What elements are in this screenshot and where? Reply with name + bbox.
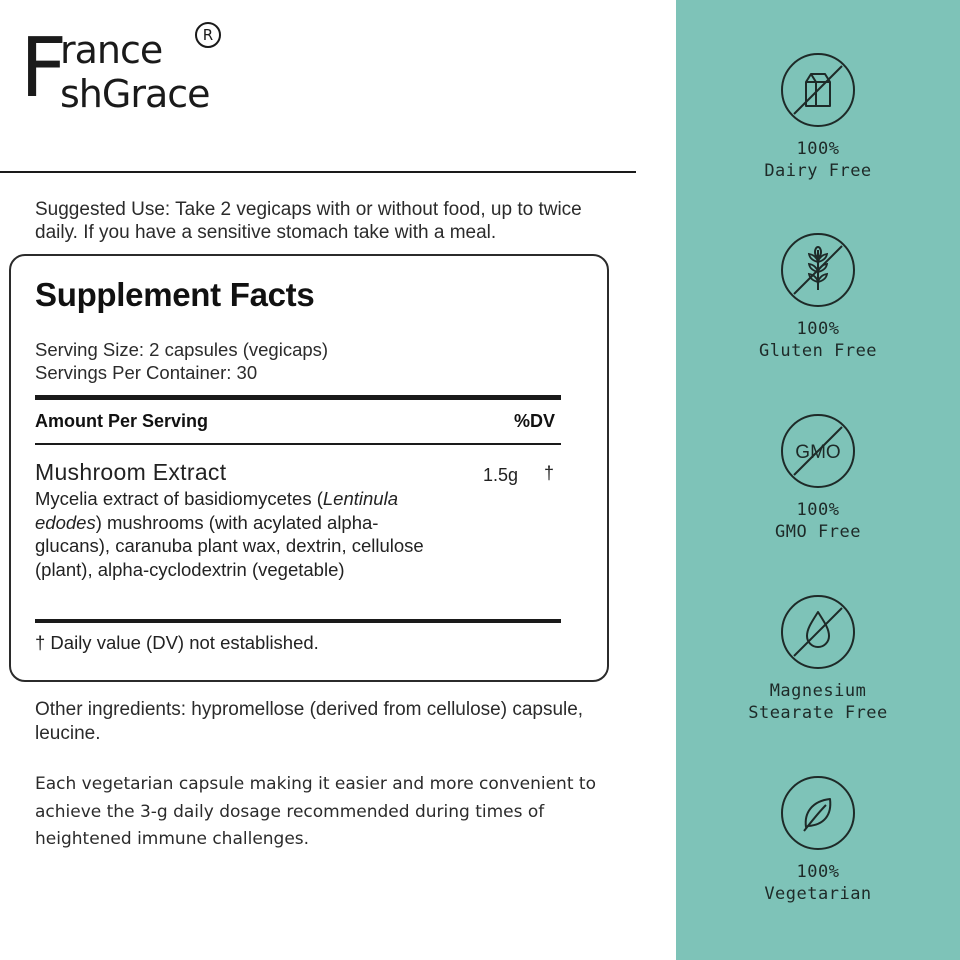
ingredient-amount: 1.5g	[483, 465, 519, 485]
brand-logo	[20, 21, 240, 116]
ingredient-name: Mushroom Extract	[35, 459, 227, 485]
serving-info	[35, 338, 328, 384]
magnesium-stearate-free-icon	[780, 594, 856, 670]
suggested-use: Suggested Use: Take 2 vegicaps with or without food, up to twice daily. If you have a sensitive stomach take with a meal.	[35, 199, 582, 243]
badge-line: Magnesium	[769, 681, 867, 701]
badge-line: GMO Free	[775, 522, 861, 542]
badge-gluten-free	[676, 232, 960, 362]
dv-header: %DV	[514, 411, 556, 431]
desc-part: Mycelia extract of basidiomycetes (	[35, 488, 323, 509]
facts-divider	[35, 443, 561, 445]
gmo-free-icon	[780, 413, 856, 489]
registered-mark-icon: R	[195, 22, 221, 48]
ingredient-description	[35, 487, 425, 581]
badge-line: 100%	[796, 319, 840, 339]
badge-line: 100%	[796, 139, 840, 159]
badge-line: Gluten Free	[758, 341, 878, 361]
serving-size: Serving Size: 2 capsules (vegicaps)	[35, 339, 329, 360]
badge-panel	[676, 0, 960, 960]
badge-gmo-free	[676, 413, 960, 543]
amount-per-serving-header: Amount Per Serving	[35, 411, 209, 431]
desc-part: ) mushrooms (with acylated alpha-glucans), caranuba plant wax, dextrin, cellulose (plant), alpha-cyclodextrin (vegetable)	[35, 511, 424, 580]
facts-title: Supplement Facts	[35, 276, 315, 313]
vegetarian-leaf-icon	[780, 775, 856, 851]
product-description: Each vegetarian capsule making it easier and more convenient to achieve the 3-g daily dosage recommended during times of heightened immune challenges.	[35, 774, 596, 849]
badge-dairy-free	[676, 52, 960, 182]
logo-initial: F	[20, 21, 66, 116]
header-divider	[0, 171, 636, 173]
species-name: Lentinula edodes	[35, 488, 398, 533]
badge-line: Stearate Free	[748, 703, 888, 723]
servings-per-container: Servings Per Container: 30	[35, 362, 258, 383]
badge-magnesium-stearate-free	[676, 594, 960, 724]
dairy-free-icon	[780, 52, 856, 128]
badge-line: Dairy Free	[764, 161, 872, 181]
badge-line: 100%	[796, 862, 840, 882]
facts-divider-thick	[35, 395, 561, 400]
ingredient-dv: †	[544, 463, 555, 483]
logo-line-2: shGrace	[60, 72, 210, 116]
badge-vegetarian	[676, 775, 960, 905]
dv-footnote: † Daily value (DV) not established.	[35, 632, 319, 653]
gmo-icon-text: GMO	[795, 442, 841, 463]
other-ingredients: Other ingredients: hypromellose (derived from cellulose) capsule, leucine.	[35, 699, 584, 744]
logo-line-1: rance	[60, 28, 163, 72]
badge-line: Vegetarian	[764, 884, 872, 904]
badge-line: 100%	[796, 500, 840, 520]
gluten-free-icon	[780, 232, 856, 308]
supplement-facts-panel	[9, 254, 609, 682]
facts-divider-bottom	[35, 619, 561, 623]
